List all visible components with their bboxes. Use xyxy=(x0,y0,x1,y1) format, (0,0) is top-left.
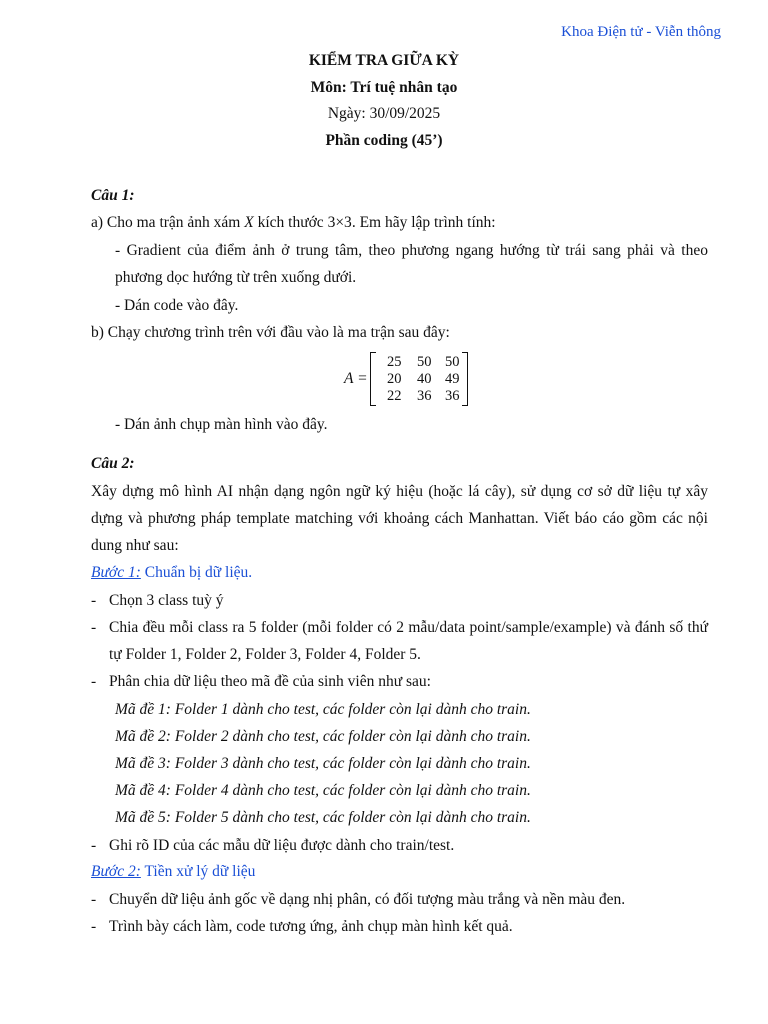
subject-line: Môn: Trí tuệ nhân tạo xyxy=(310,79,458,96)
q1-part-a xyxy=(91,214,496,232)
exam-code-line: Mã đề 5: Folder 5 dành cho test, các folder còn lại dành cho train. xyxy=(115,809,531,826)
q1-part-b: b) Chạy chương trình trên với đầu vào là ma trận sau đây: xyxy=(91,324,450,341)
q1-paste-code: - Dán code vào đây. xyxy=(115,297,239,314)
step1-title: Chuẩn bị dữ liệu. xyxy=(140,564,253,581)
q1-a-size: 3×3 xyxy=(327,214,352,231)
exam-title: KIỂM TRA GIỮA KỲ xyxy=(308,52,460,69)
q2-intro: Xây dựng mô hình AI nhận dạng ngôn ngữ ký hiệu (hoặc lá cây), sử dụng cơ sở dữ liệu tự xây dựng và phương pháp template matching với khoảng cách Manhattan. Viết báo cáo gồm các nội dung như sau: xyxy=(91,483,708,554)
bullet-dash: - xyxy=(91,673,97,690)
matrix-right-bracket xyxy=(462,352,468,406)
section-title: Phần coding (45’) xyxy=(325,132,443,149)
step1-item-text: Chia đều mỗi class ra 5 folder (mỗi folder có 2 mẫu/data point/sample/example) và đánh số thứ tự Folder 1, Folder 2, Folder 3, Folder 4, Folder 5. xyxy=(109,619,708,663)
matrix-cell: 36 xyxy=(417,387,432,404)
matrix-cell: 22 xyxy=(387,387,402,404)
step2-item-text: Trình bày cách làm, code tương ứng, ảnh chụp màn hình kết quả. xyxy=(109,918,513,935)
q1-a-mid: kích thước xyxy=(253,214,328,231)
matrix-grid xyxy=(376,354,462,405)
matrix-cell: 36 xyxy=(445,387,460,404)
step1-item-text: Ghi rõ ID của các mẫu dữ liệu được dành cho train/test. xyxy=(109,837,455,854)
exam-code-line: Mã đề 4: Folder 4 dành cho test, các folder còn lại dành cho train. xyxy=(115,782,531,799)
q1-gradient-line: - Gradient của điểm ảnh ở trung tâm, theo phương ngang hướng từ trái sang phải và theo phương dọc hướng từ trên xuống dưới. xyxy=(115,242,708,286)
bullet-dash: - xyxy=(91,918,97,935)
step1-label: Bước 1: xyxy=(91,564,141,581)
exam-code-line: Mã đề 3: Folder 3 dành cho test, các folder còn lại dành cho train. xyxy=(115,755,531,772)
bullet-dash: - xyxy=(91,837,97,854)
exam-code-line: Mã đề 1: Folder 1 dành cho test, các folder còn lại dành cho train. xyxy=(115,701,531,718)
matrix-lhs: A = xyxy=(344,370,368,387)
exam-code-line: Mã đề 2: Folder 2 dành cho test, các folder còn lại dành cho train. xyxy=(115,728,531,745)
q1-a-prefix: a) Cho ma trận ảnh xám xyxy=(91,214,245,231)
q2-heading: Câu 2: xyxy=(91,455,135,472)
matrix-cell: 20 xyxy=(387,370,402,387)
step1-item-text: Phân chia dữ liệu theo mã đề của sinh viên như sau: xyxy=(109,673,431,690)
step1-item xyxy=(91,614,708,668)
department-header: Khoa Điện tử - Viễn thông xyxy=(561,24,721,40)
bullet-dash: - xyxy=(91,619,97,636)
matrix-cell: 50 xyxy=(445,353,460,370)
matrix-cell: 49 xyxy=(445,370,460,387)
step1-item-text: Chọn 3 class tuỳ ý xyxy=(109,592,224,609)
matrix-cell: 50 xyxy=(417,353,432,370)
q1-paste-screenshot: - Dán ảnh chụp màn hình vào đây. xyxy=(115,416,328,433)
matrix-cell: 25 xyxy=(387,353,402,370)
step2-item-text: Chuyển dữ liệu ảnh gốc về dạng nhị phân, có đối tượng màu trắng và nền màu đen. xyxy=(109,891,626,908)
bullet-dash: - xyxy=(91,592,97,609)
q1-a-suffix: . Em hãy lập trình tính: xyxy=(351,214,496,231)
step2-title: Tiền xử lý dữ liệu xyxy=(140,863,256,880)
step2-label: Bước 2: xyxy=(91,863,141,880)
matrix-cell: 40 xyxy=(417,370,432,387)
step2-heading xyxy=(91,863,255,881)
step1-heading xyxy=(91,564,252,582)
matrix-equation xyxy=(344,352,468,406)
bullet-dash: - xyxy=(91,891,97,908)
q1-a-var: X xyxy=(244,214,254,231)
date-line: Ngày: 30/09/2025 xyxy=(327,105,441,122)
q1-heading: Câu 1: xyxy=(91,187,135,204)
